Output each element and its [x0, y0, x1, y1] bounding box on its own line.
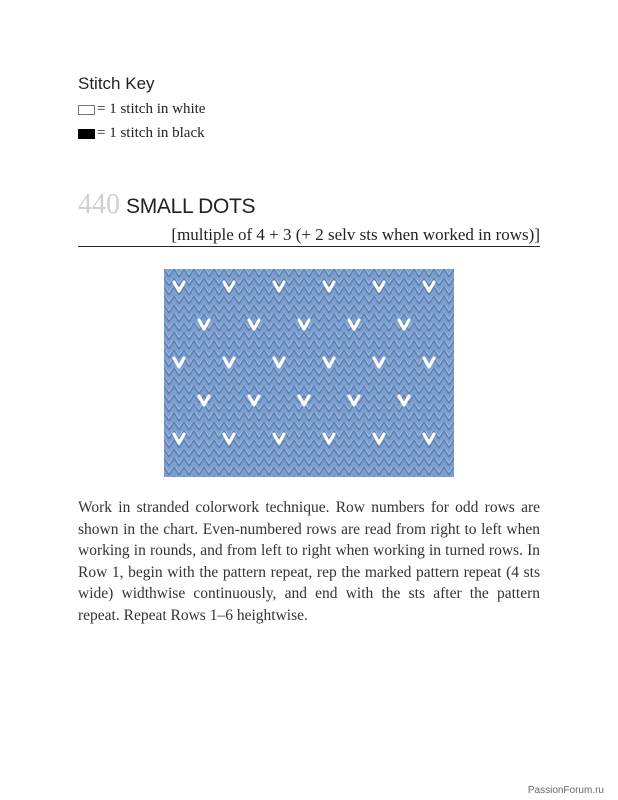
pattern-number: 440: [78, 189, 120, 220]
stitch-key-title: Stitch Key: [78, 74, 155, 93]
stitch-key-label: = 1 stitch in black: [97, 125, 205, 141]
watermark: PassionForum.ru: [527, 785, 604, 796]
pattern-title: SMALL DOTS: [126, 195, 256, 218]
white-stitch-swatch-icon: [78, 105, 95, 115]
knit-fabric: [164, 269, 454, 477]
stitch-key-label: = 1 stitch in white: [97, 101, 206, 117]
heading-divider: [78, 246, 540, 247]
knit-swatch-photo: [164, 269, 454, 477]
pattern-instructions: Work in stranded colorwork technique. Row numbers for odd rows are shown in the chart. Even-numbered rows are read from right to left when working in rounds, and from left to right when working in turned rows. In Row 1, begin with the pattern repeat, rep the marked pattern repeat (4 sts wide) widthwise continuously, and end with the sts after the pattern repeat. Repeat Rows 1–6 heightwise.: [78, 499, 540, 624]
pattern-multiple: [multiple of 4 + 3 (+ 2 selv sts when worked in rows)]: [171, 225, 540, 244]
pattern-heading: [78, 189, 255, 221]
stitch-key-item-white: [78, 101, 205, 118]
black-stitch-swatch-icon: [78, 129, 95, 139]
stitch-key-item-black: [78, 125, 205, 142]
